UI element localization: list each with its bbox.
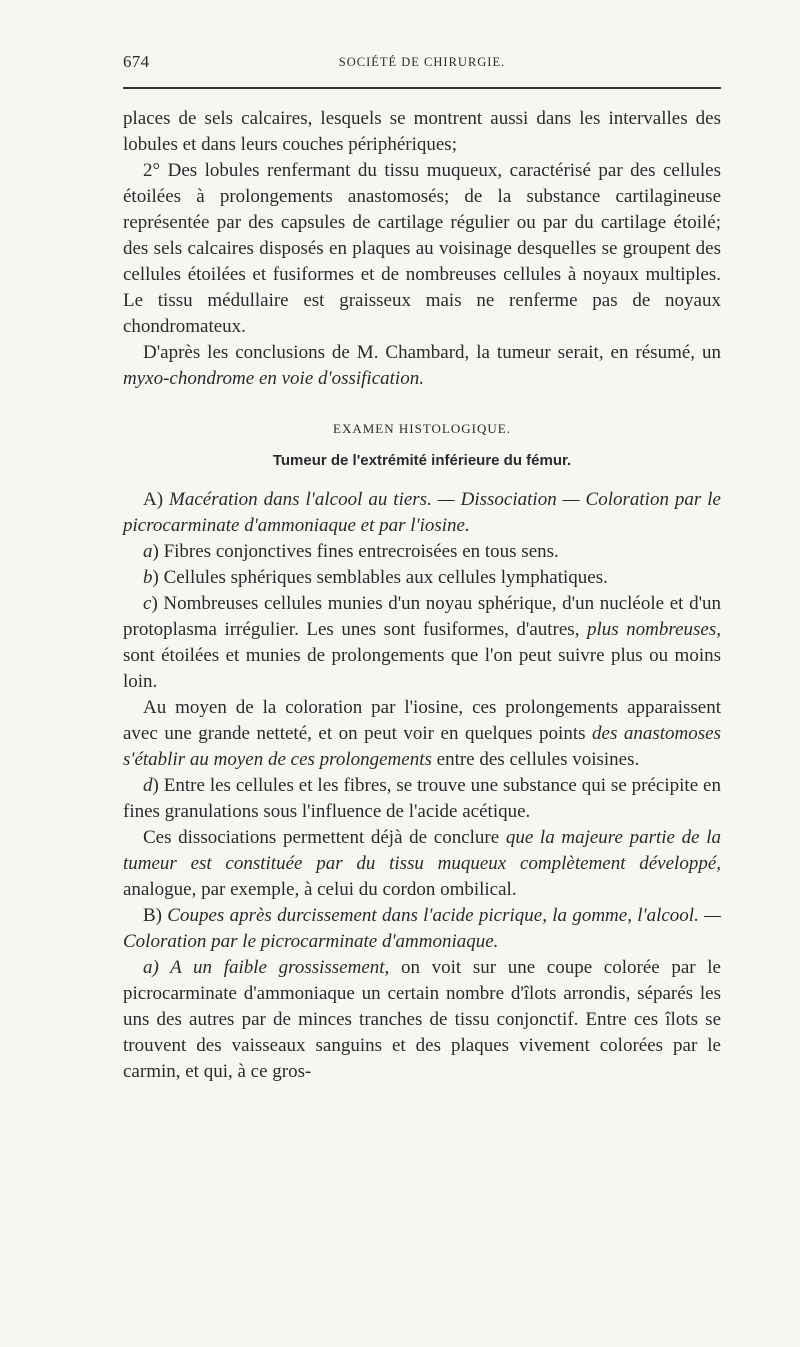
paragraph-text: Ces dissociations permettent déjà de conclure [143, 827, 506, 848]
italic-text: des anastomoses s'établir au moyen de ces prolongements [123, 723, 721, 770]
paragraph [123, 695, 721, 773]
paragraph-text: sont étoilées et munies de prolongements que l'on peut suivre plus ou moins loin. [123, 645, 721, 692]
paragraph [123, 487, 721, 539]
italic-text: plus nombreuses, [586, 619, 721, 640]
paragraph-text: 2° Des lobules renfermant du tissu muqueux, caractérisé par des cellules étoilées à prolongements anastomosés; de la substance cartilagineuse représentée par des capsules de cartilage régulier ou par du cartilage étoilé; des sels calcaires disposés en plaques au voisinage desquelles se groupent des cellules étoilées et fusiformes et de nombreuses cellules à noyaux multiples. Le tissu médullaire est graisseux mais ne renferme pas de noyaux chondromateux. [123, 160, 721, 337]
running-title: SOCIÉTÉ DE CHIRURGIE. [338, 55, 506, 69]
subheading: Tumeur de l'extrémité inférieure du fémur. [272, 452, 572, 469]
paragraph-text: Au moyen de la coloration par l'iosine, ces prolongements apparaissent avec une grande netteté, et on peut voir en quelques points [123, 697, 721, 744]
paragraph [123, 773, 721, 825]
body-text [123, 106, 721, 1085]
paragraph-text: analogue, par exemple, à celui du cordon ombilical. [123, 879, 517, 900]
italic-text: a) A un faible grossissement, [143, 957, 390, 978]
page-number: 674 [123, 52, 150, 71]
italic-text: d [143, 775, 153, 796]
paragraph [123, 340, 721, 392]
paragraph [123, 565, 721, 591]
paragraph-text: B) [143, 905, 168, 926]
italic-text: a [143, 541, 153, 562]
section-heading: EXAMEN HISTOLOGIQUE. [333, 421, 511, 436]
italic-text: Coupes après durcissement dans l'acide picrique, la gomme, l'alcool. — Coloration par le picrocarminate d'ammoniaque. [123, 905, 722, 952]
paragraph [123, 539, 721, 565]
page-header [123, 52, 721, 78]
italic-text: b [143, 567, 153, 588]
italic-text: c [143, 593, 152, 614]
paragraph [123, 825, 721, 903]
paragraph [123, 591, 721, 695]
paragraph [123, 955, 721, 1085]
paragraph-text: ) Cellules sphériques semblables aux cellules lymphatiques. [152, 567, 608, 588]
paragraph [123, 106, 721, 158]
paragraph [123, 903, 721, 955]
italic-text: myxo-chondrome en voie d'ossification. [123, 368, 424, 389]
italic-text: que la majeure partie de la tumeur est constituée par du tissu muqueux complètement développé, [123, 827, 721, 874]
paragraph-text: ) Entre les cellules et les fibres, se trouve une substance qui se précipite en fines granulations sous l'influence de l'acide acétique. [123, 775, 721, 822]
paragraph-text: ) Nombreuses cellules munies d'un noyau sphérique, d'un nucléole et d'un protoplasma irrégulier. Les unes sont fusiformes, d'autres, [123, 593, 721, 640]
paragraph-text: D'après les conclusions de M. Chambard, la tumeur serait, en résumé, un [143, 342, 721, 363]
paragraph-text: on voit sur une coupe colorée par le picrocarminate d'ammoniaque un certain nombre d'îlots arrondis, séparés les uns des autres par de minces tranches de tissu conjonctif. Entre ces îlots se trouvent des vaisseaux sanguins et des plaques vivement colorées par le carmin, et qui, à ce gros- [123, 957, 721, 1082]
paragraph-text: ) Fibres conjonctives fines entrecroisées en tous sens. [152, 541, 559, 562]
paragraph-text: A) [143, 489, 170, 510]
paragraph-text: entre des cellules voisines. [431, 749, 640, 770]
paragraph [123, 158, 721, 340]
italic-text: Macération dans l'alcool au tiers. — Dissociation — Coloration par le picrocarminate d'ammoniaque et par l'iosine. [123, 489, 721, 536]
paragraph-text: places de sels calcaires, lesquels se montrent aussi dans les intervalles des lobules et dans leurs couches périphériques; [123, 108, 721, 155]
header-rule [123, 87, 721, 89]
